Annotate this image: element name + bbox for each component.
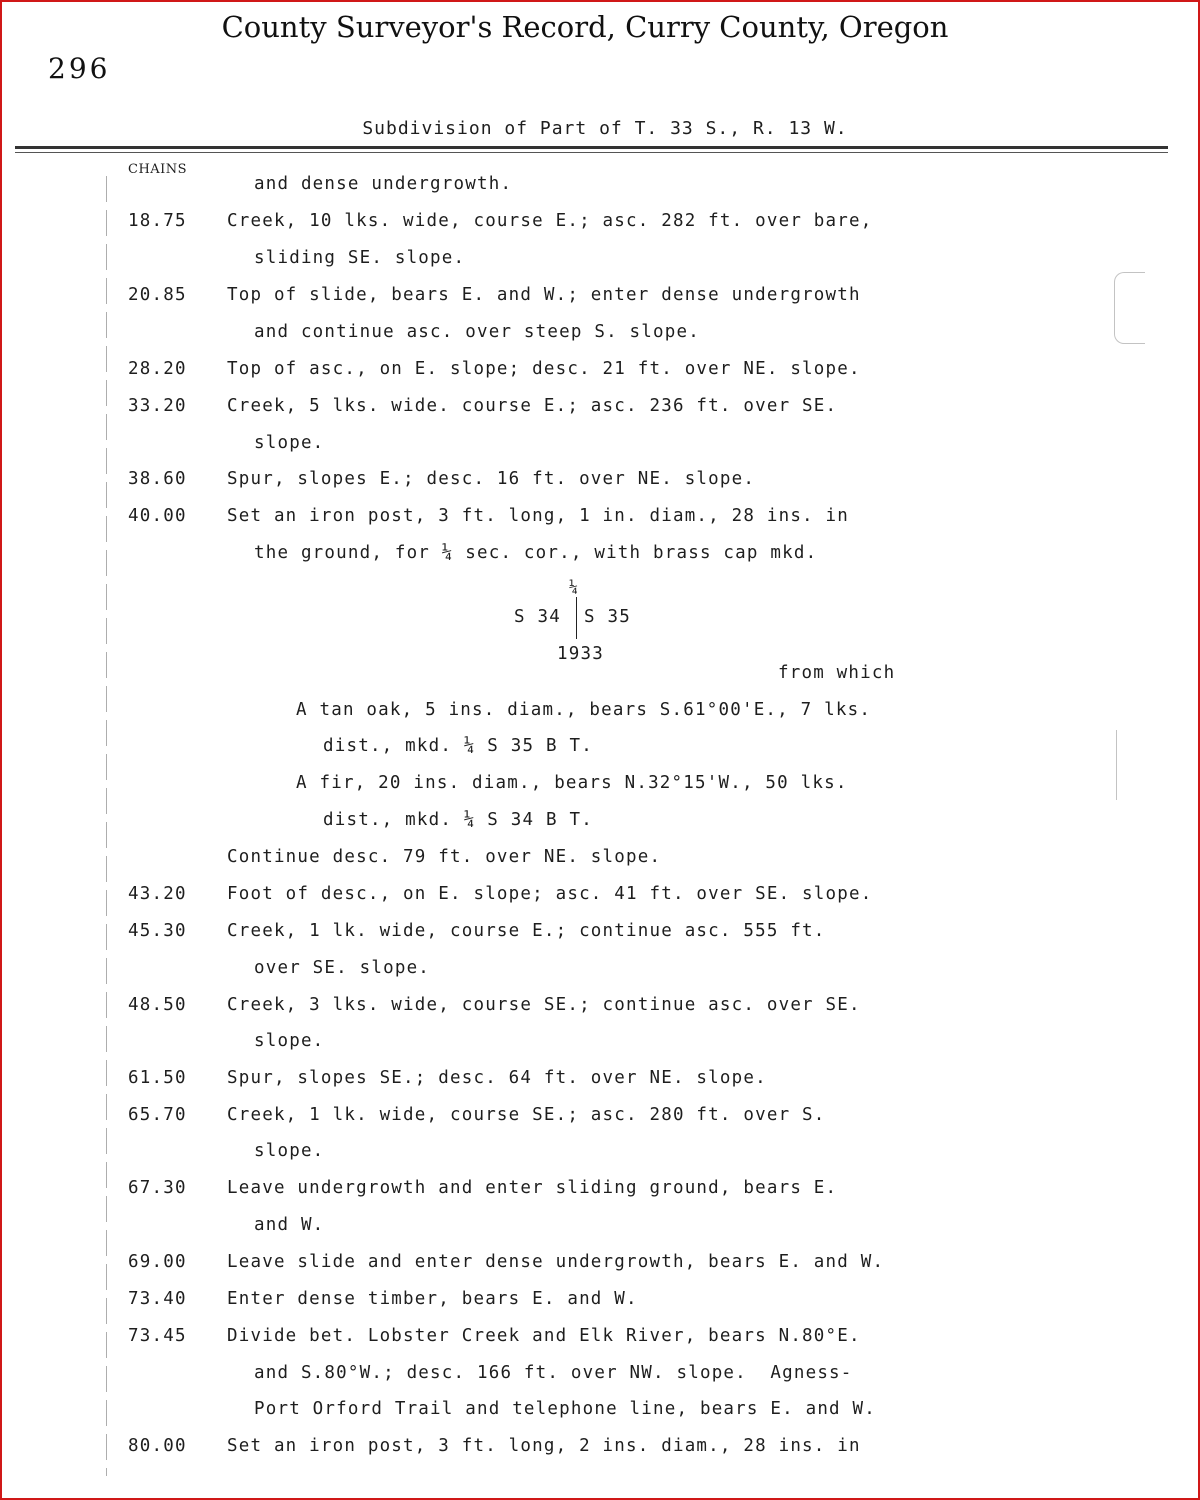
bearing-tree-line: A fir, 20 ins. diam., bears N.32°15'W., 50 lks.: [296, 773, 848, 793]
entry-line: slope.: [254, 433, 325, 453]
continuation-line: Continue desc. 79 ft. over NE. slope.: [227, 847, 662, 867]
binder-hole-mark: [1116, 730, 1118, 800]
entry-chains: 45.30: [128, 921, 187, 941]
cap-marking-year: 1933: [557, 644, 604, 664]
entry-chains: 80.00: [128, 1436, 187, 1456]
entry-line: slope.: [254, 1141, 325, 1161]
entry-line: Creek, 10 lks. wide, course E.; asc. 282 ft. over bare,: [227, 211, 873, 231]
cap-marking-divider: [576, 597, 577, 639]
entry-line: Creek, 3 lks. wide, course SE.; continue asc. over SE.: [227, 995, 861, 1015]
entry-chains: 40.00: [128, 506, 187, 526]
entry-line: sliding SE. slope.: [254, 248, 466, 268]
margin-rule: [106, 176, 107, 1476]
entry-line: the ground, for ¼ sec. cor., with brass cap mkd.: [254, 543, 818, 563]
entry-line: Divide bet. Lobster Creek and Elk River, bears N.80°E.: [227, 1326, 861, 1346]
entry-chains: 18.75: [128, 211, 187, 231]
cap-marking-suffix: from which: [778, 663, 896, 683]
entry-line: and continue asc. over steep S. slope.: [254, 322, 700, 342]
entry-chains: 61.50: [128, 1068, 187, 1088]
entry-chains: 43.20: [128, 884, 187, 904]
cap-marking-left: S 34: [514, 607, 561, 627]
page-number: 296: [48, 52, 111, 85]
entry-chains: 20.85: [128, 285, 187, 305]
entry-line: Set an iron post, 3 ft. long, 1 in. diam., 28 ins. in: [227, 506, 850, 526]
entry-line: Port Orford Trail and telephone line, bears E. and W.: [254, 1399, 877, 1419]
entry-line: Set an iron post, 3 ft. long, 2 ins. diam., 28 ins. in: [227, 1436, 861, 1456]
entry-line: slope.: [254, 1031, 325, 1051]
entry-line: Spur, slopes SE.; desc. 64 ft. over NE. slope.: [227, 1068, 767, 1088]
entry-chains: 73.45: [128, 1326, 187, 1346]
binder-hole-mark: [1114, 272, 1145, 344]
entry-chains: 38.60: [128, 469, 187, 489]
section-subheading: Subdivision of Part of T. 33 S., R. 13 W.: [362, 118, 848, 139]
entry-chains: 69.00: [128, 1252, 187, 1272]
entry-line: and S.80°W.; desc. 166 ft. over NW. slope. Agness-: [254, 1363, 853, 1383]
entry-chains: 65.70: [128, 1105, 187, 1125]
entry-line: Creek, 1 lk. wide, course SE.; asc. 280 ft. over S.: [227, 1105, 826, 1125]
header-rule-thick: [15, 146, 1168, 149]
entry-line: Top of asc., on E. slope; desc. 21 ft. over NE. slope.: [227, 359, 861, 379]
entry-chains: 33.20: [128, 396, 187, 416]
entry-line: Leave undergrowth and enter sliding ground, bears E.: [227, 1178, 838, 1198]
entry-chains: 73.40: [128, 1289, 187, 1309]
entry-line: and dense undergrowth.: [254, 174, 513, 194]
bearing-tree-line: A tan oak, 5 ins. diam., bears S.61°00'E., 7 lks.: [296, 700, 872, 720]
cap-marking-right: S 35: [584, 607, 631, 627]
header-rule-thin: [15, 152, 1168, 153]
entry-line: Leave slide and enter dense undergrowth, bears E. and W.: [227, 1252, 885, 1272]
entry-line: and W.: [254, 1215, 325, 1235]
entry-line: Creek, 5 lks. wide. course E.; asc. 236 ft. over SE.: [227, 396, 838, 416]
entry-chains: 48.50: [128, 995, 187, 1015]
cap-marking-quarter: ¼: [569, 578, 580, 596]
entry-chains: 67.30: [128, 1178, 187, 1198]
entry-line: Spur, slopes E.; desc. 16 ft. over NE. slope.: [227, 469, 756, 489]
bearing-tree-line: dist., mkd. ¼ S 35 B T.: [323, 736, 593, 756]
entry-line: Foot of desc., on E. slope; asc. 41 ft. over SE. slope.: [227, 884, 873, 904]
bearing-tree-line: dist., mkd. ¼ S 34 B T.: [323, 810, 593, 830]
entry-line: Enter dense timber, bears E. and W.: [227, 1289, 638, 1309]
entry-line: Creek, 1 lk. wide, course E.; continue asc. 555 ft.: [227, 921, 826, 941]
entry-line: over SE. slope.: [254, 958, 431, 978]
chains-column-label: CHAINS: [128, 162, 188, 177]
entry-chains: 28.20: [128, 359, 187, 379]
entry-line: Top of slide, bears E. and W.; enter dense undergrowth: [227, 285, 861, 305]
page-title: County Surveyor's Record, Curry County, Oregon: [221, 10, 949, 44]
